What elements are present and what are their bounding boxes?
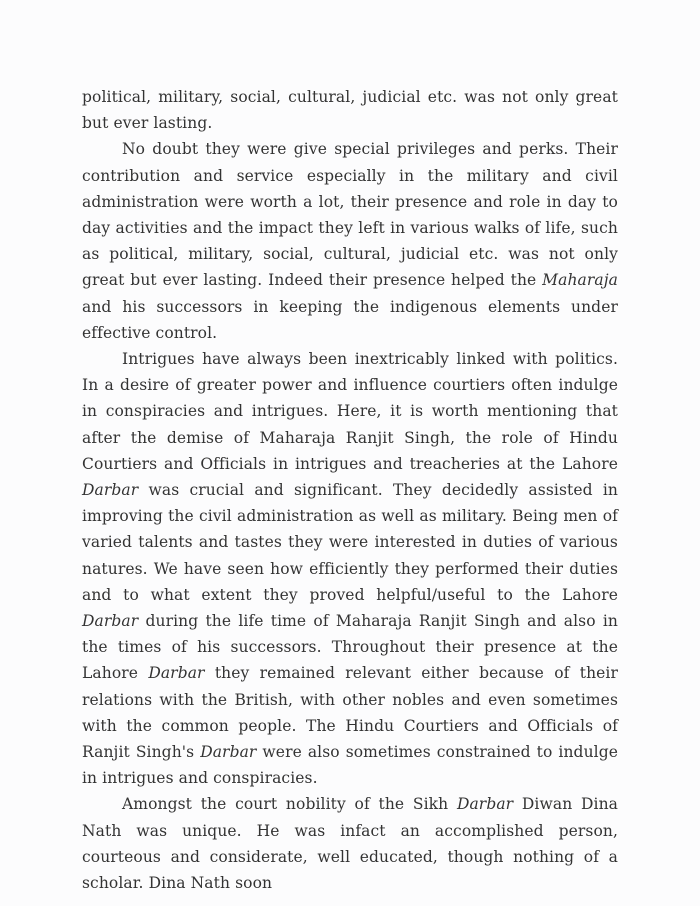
text-run: Amongst the court nobility of the Sikh [122,795,457,814]
text-run: was crucial and significant. They decidedly assisted in improving the civil administration as well as military. Being men of varied talents and tastes they were interested in duties of various natures. We have seen how efficiently they performed their duties and to what extent they proved helpful/useful to the Lahore [82,481,618,604]
text-run: during the life time of Maharaja Ranjit Singh and also in the times of his successors. Throughout their presence at the Lahore [82,612,618,683]
text-run: they remained relevant either because of their relations with the British, with other nobles and even sometimes with the common people. The Hindu Courtiers and Officials of Ranjit Singh's [82,664,618,762]
text-run: Intrigues have always been inextricably linked with politics. In a desire of greater power and influence courtiers often indulge in conspiracies and intrigues. Here, it is worth mentioning that after the demise of Maharaja Ranjit Singh, the role of Hindu Courtiers and Officials in intrigues and treacheries at the Lahore [82,350,618,473]
italic-term: Darbar [148,664,205,683]
text-run: No doubt they were give special privileges and perks. Their contribution and service especially in the military and civil administration were worth a lot, their presence and role in day to day activities and the impact they left in various walks of life, such as political, military, social, cultural, judicial etc. was not only great but ever lasting. Indeed their presence helped the [82,140,618,290]
text-run: were also sometimes constrained to indulge in intrigues and conspiracies. [82,743,619,788]
paragraph [82,791,618,896]
text-run: Diwan Dina Nath was unique. He was infact an accomplished person, courteous and considerate, well educated, though nothing of a scholar. Dina Nath soon [82,795,618,893]
paragraph [82,84,618,136]
body-text [82,84,618,896]
italic-term: Darbar [82,612,139,631]
text-run: political, military, social, cultural, judicial etc. was not only great but ever lasting. [82,88,618,133]
paragraph [82,136,618,346]
text-run: and his successors in keeping the indigenous elements under effective control. [82,297,618,342]
italic-term: Darbar [200,743,257,762]
italic-term: Maharaja [542,271,618,290]
paragraph [82,346,618,791]
italic-term: Darbar [82,481,139,500]
italic-term: Darbar [456,795,514,814]
